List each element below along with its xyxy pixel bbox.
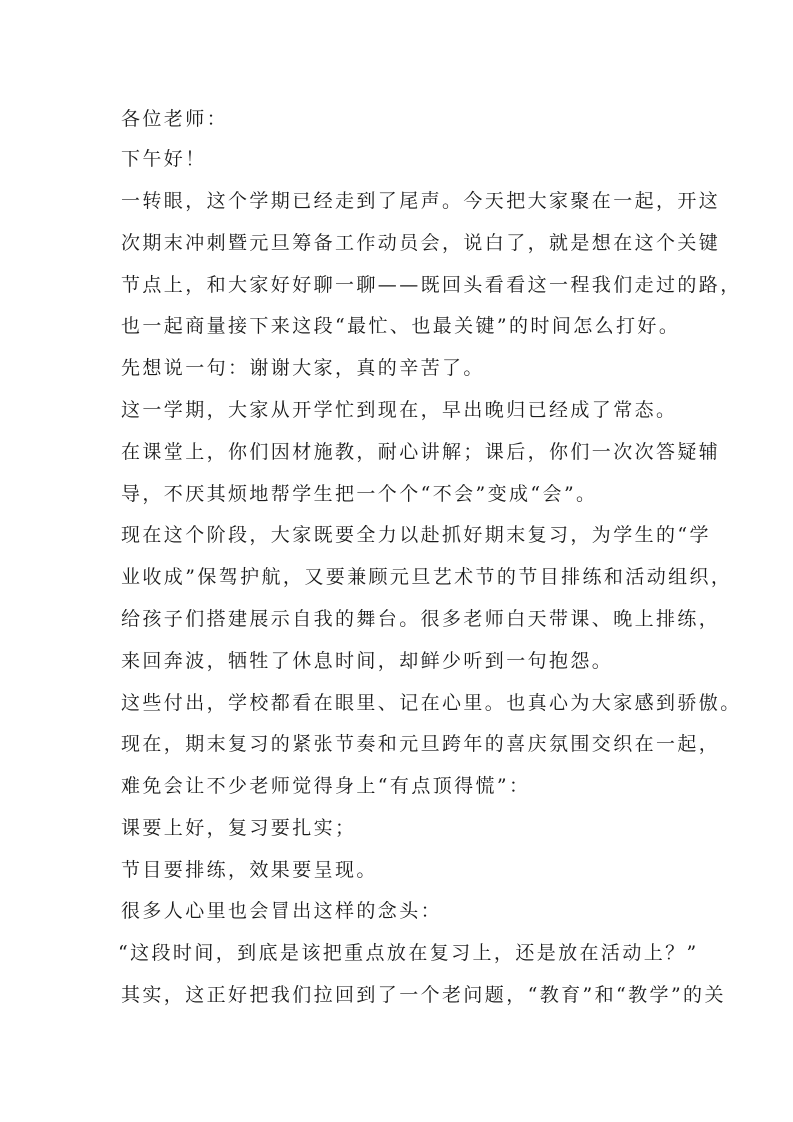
paragraph-line: 业收成”保驾护航，又要兼顾元旦艺术节的节目排练和活动组织， bbox=[121, 566, 733, 588]
paragraph-line: 给孩子们搭建展示自我的舞台。很多老师白天带课、晚上排练， bbox=[121, 608, 721, 630]
paragraph-line: 这一学期，大家从开学忙到现在，早出晚归已经成了常态。 bbox=[121, 399, 678, 421]
paragraph-line: 这些付出，学校都看在眼里、记在心里。也真心为大家感到骄傲。 bbox=[121, 692, 742, 714]
paragraph-line: 先想说一句：谢谢大家，真的辛苦了。 bbox=[121, 357, 485, 379]
quoted-question: “这段时间，到底是该把重点放在复习上，还是放在活动上？” bbox=[118, 942, 699, 964]
greeting: 下午好！ bbox=[121, 148, 207, 170]
paragraph-line: 一转眼，这个学期已经走到了尾声。今天把大家聚在一起，开这 bbox=[121, 190, 721, 212]
paragraph-line: 课要上好，复习要扎实； bbox=[121, 817, 357, 839]
salutation: 各位老师： bbox=[121, 108, 229, 130]
paragraph-line: 来回奔波，牺牲了休息时间，却鲜少听到一句抱怨。 bbox=[121, 650, 614, 672]
paragraph-line: 次期末冲刺暨元旦筹备工作动员会，说白了，就是想在这个关键 bbox=[121, 232, 721, 254]
paragraph-line: 现在，期末复习的紧张节奏和元旦跨年的喜庆氛围交织在一起， bbox=[121, 733, 721, 755]
paragraph-line: 节目要排练，效果要呈现。 bbox=[121, 859, 378, 881]
paragraph-line: 其实，这正好把我们拉回到了一个老问题，“教育”和“教学”的关 bbox=[121, 984, 726, 1006]
paragraph-line: 很多人心里也会冒出这样的念头： bbox=[121, 900, 443, 922]
paragraph-line: 节点上，和大家好好聊一聊——既回头看看这一程我们走过的路， bbox=[121, 274, 742, 296]
paragraph-line: 现在这个阶段，大家既要全力以赴抓好期末复习，为学生的“学 bbox=[121, 524, 711, 546]
paragraph-line: 在课堂上，你们因材施教，耐心讲解；课后，你们一次次答疑辅 bbox=[121, 441, 721, 463]
paragraph-line: 难免会让不少老师觉得身上“有点顶得慌”： bbox=[121, 775, 531, 797]
paragraph-line: 导，不厌其烦地帮学生把一个个“不会”变成“会”。 bbox=[121, 483, 598, 505]
paragraph-line: 也一起商量接下来这段“最忙、也最关键”的时间怎么打好。 bbox=[121, 315, 681, 337]
